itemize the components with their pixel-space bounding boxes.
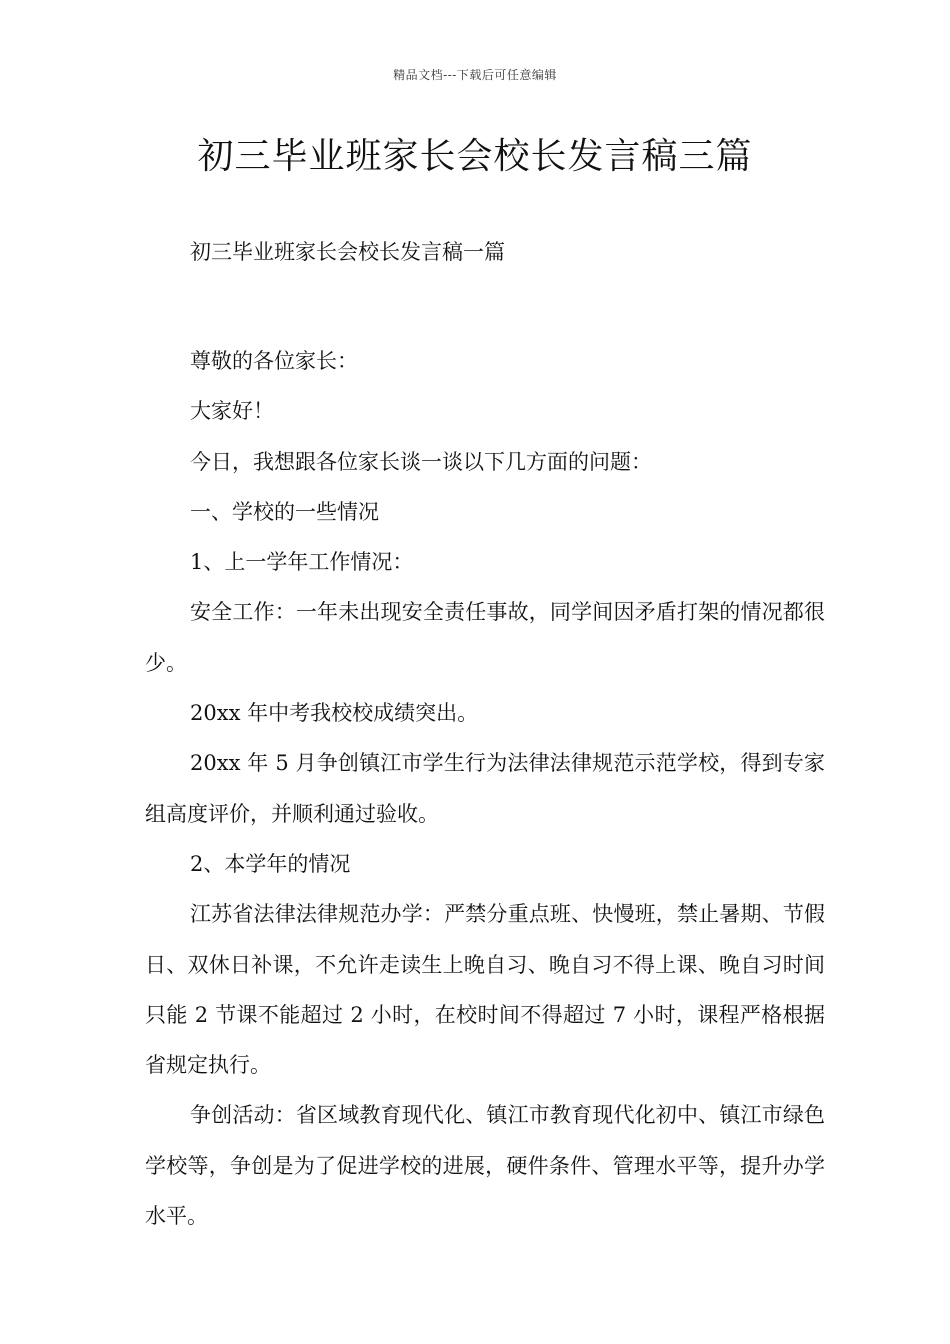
paragraph-heading-1: 一、学校的一些情况 bbox=[190, 499, 379, 524]
section-subtitle: 初三毕业班家长会校长发言稿一篇 bbox=[190, 240, 505, 264]
paragraph-subheading-2: 2、本学年的情况 bbox=[190, 851, 351, 876]
body-text bbox=[145, 336, 825, 1241]
paragraph-award: 20xx 年 5 月争创镇江市学生行为法律法律规范示范学校，得到专家组高度评价，并顺利通过验收。 bbox=[145, 751, 825, 826]
paragraph-intro: 今日，我想跟各位家长谈一谈以下几方面的问题： bbox=[190, 449, 652, 474]
paragraph-regulations: 江苏省法律法律规范办学：严禁分重点班、快慢班，禁止暑期、节假日、双休日补课，不允许走读生上晚自习、晚自习不得上课、晚自习时间只能 2 节课不能超过 2 小时，在校时间不得超过 7 小时，课程严格根据省规定执行。 bbox=[145, 902, 825, 1078]
paragraph-subheading-1: 1、上一学年工作情况： bbox=[190, 550, 414, 575]
paragraph-activities: 争创活动：省区域教育现代化、镇江市教育现代化初中、镇江市绿色学校等，争创是为了促进学校的进展，硬件条件、管理水平等，提升办学水平。 bbox=[145, 1103, 825, 1229]
header-note: 精品文档---下载后可任意编辑 bbox=[393, 68, 557, 82]
paragraph-safety: 安全工作：一年未出现安全责任事故，同学间因矛盾打架的情况都很少。 bbox=[145, 600, 825, 675]
paragraph-hello: 大家好！ bbox=[190, 399, 274, 424]
paragraph-greeting: 尊敬的各位家长： bbox=[190, 349, 358, 373]
paragraph-exam: 20xx 年中考我校校成绩突出。 bbox=[190, 701, 479, 726]
document-title: 初三毕业班家长会校长发言稿三篇 bbox=[197, 136, 753, 177]
